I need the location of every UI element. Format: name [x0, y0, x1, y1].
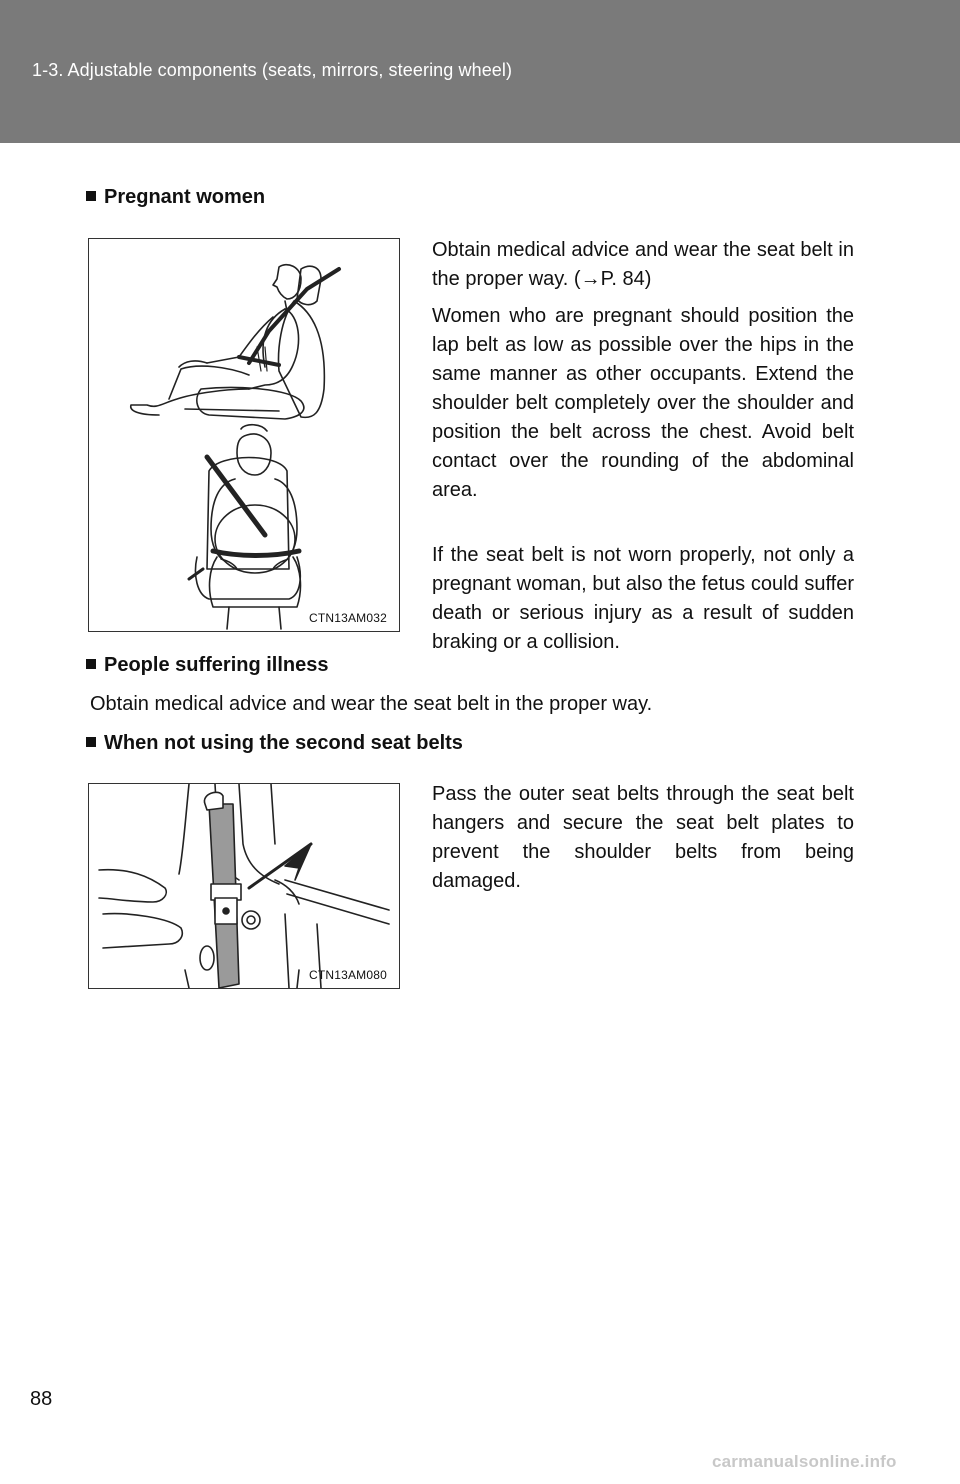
square-bullet-icon: [86, 191, 96, 201]
pregnant-paragraph-2: Women who are pregnant should position the lap belt as low as possible over the hips in the same manner as other occupants. Extend the shoulder belt completely over the shoulder and position the belt across the chest. Avoid belt contact over the rounding of the abdominal area.: [432, 305, 854, 501]
pregnant-woman-illustration: [89, 239, 399, 631]
square-bullet-icon: [86, 659, 96, 669]
page-header-band: [0, 0, 960, 143]
watermark: carmanualsonline.info: [712, 1452, 897, 1471]
heading-pregnant-women-label: Pregnant women: [104, 186, 266, 208]
heading-illness-label: People suffering illness: [104, 654, 329, 676]
second-seat-paragraph: Pass the outer seat belts through the seat belt hangers and secure the seat belt plates to prevent the shoulder belts from being damaged.: [432, 783, 854, 892]
figure-seatbelt-hanger: [88, 783, 400, 989]
page-number: 88: [30, 1388, 53, 1410]
figure-code-pregnant: CTN13AM032: [308, 611, 387, 625]
illness-paragraph: Obtain medical advice and wear the seat belt in the proper way.: [90, 693, 653, 715]
figure-pregnant-woman-seatbelt: [88, 238, 400, 632]
pregnant-paragraph-3: If the seat belt is not worn properly, not only a pregnant woman, but also the fetus could suffer death or serious injury as a result of sudden braking or a collision.: [432, 544, 854, 653]
heading-second-seat-belts: [86, 732, 463, 755]
heading-second-seat-label: When not using the second seat belts: [104, 732, 463, 754]
heading-pregnant-women: [86, 186, 265, 209]
seatbelt-hanger-illustration: [89, 784, 399, 988]
section-title: 1-3. Adjustable components (seats, mirrors, steering wheel): [32, 60, 513, 80]
pregnant-paragraph-1: Obtain medical advice and wear the seat belt in the proper way. (→P. 84): [432, 239, 854, 290]
figure-code-second-seat: CTN13AM080: [308, 968, 387, 982]
heading-people-suffering-illness: [86, 654, 329, 677]
square-bullet-icon: [86, 737, 96, 747]
